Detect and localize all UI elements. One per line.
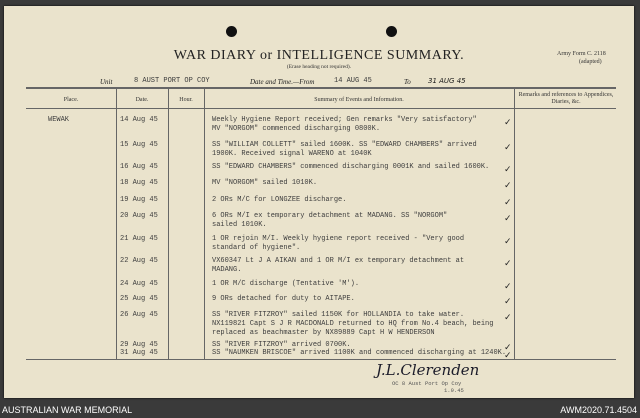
column-header-date: Date. (135, 97, 149, 103)
row-summary-line: MV "NORGOM" sailed 1010K. (212, 179, 318, 187)
tick-mark-icon: ✓ (504, 198, 512, 208)
to-value: 31 AUG 45 (428, 77, 466, 85)
row-summary-line: SS "NAUMKEN BRISCOE" arrived 1100K and commenced discharging at 1240K. (212, 349, 507, 357)
stamp-date: 1.9.45 (444, 387, 464, 394)
row-summary-line: 1 OR rejoin M/I. Weekly hygiene report received - "Very good (212, 235, 465, 243)
row-date: 16 Aug 45 (120, 163, 158, 171)
row-summary-line: Weekly Hygiene Report received; Gen remarks "Very satisfactory" (212, 116, 477, 124)
signature-stamp (392, 380, 464, 394)
row-date: 22 Aug 45 (120, 257, 158, 265)
page-title: WAR DIARY or INTELLIGENCE SUMMARY. (173, 48, 465, 63)
row-date: 18 Aug 45 (120, 179, 158, 187)
row-date: 19 Aug 45 (120, 196, 158, 204)
army-form-label (557, 50, 606, 66)
stamp-text: OC 8 Aust Port Op Coy (392, 380, 462, 387)
row-date: 15 Aug 45 (120, 141, 158, 149)
page-subtitle: (Erase heading not required). (286, 64, 352, 70)
row-date: 25 Aug 45 (120, 295, 158, 303)
row-summary-line: MV "NORGOM" commenced discharging 0800K. (212, 125, 381, 133)
unit-label: Unit (100, 78, 113, 86)
column-header-remarks: Remarks and references to Appendices, Diaries, &c. (518, 92, 614, 105)
tick-mark-icon: ✓ (504, 343, 512, 353)
row-summary-line: 2 ORs M/C for LONGZEE discharge. (212, 196, 347, 204)
footer-institution: AUSTRALIAN WAR MEMORIAL (2, 405, 133, 415)
column-header-place: Place. (63, 97, 79, 103)
row-date: 31 Aug 45 (120, 349, 158, 357)
row-summary-line: 1900K. Received signal WARENO at 1040K (212, 150, 372, 158)
row-summary-line: SS "RIVER FITZROY" arrived 0700K. (212, 341, 351, 349)
tick-mark-icon: ✓ (504, 313, 512, 323)
row-summary-line: SS "EDWARD CHAMBERS" commenced discharging 0001K and sailed 1600K. (212, 163, 490, 171)
row-summary-line: NX119821 Capt S J R MACDONALD returned to HQ from No.4 beach, being (212, 320, 494, 328)
tick-mark-icon: ✓ (504, 237, 512, 247)
row-summary-line: 9 ORs detached for duty to AITAPE. (212, 295, 355, 303)
tick-mark-icon: ✓ (504, 351, 512, 361)
row-summary-line: SS "RIVER FITZROY" sailed 1150K for HOLLANDIA to take water. (212, 311, 465, 319)
row-summary-line: standard of hygiene". (212, 244, 301, 252)
column-header-summary: Summary of Events and Information. (314, 97, 404, 103)
to-label: To (404, 78, 411, 86)
row-date: 21 Aug 45 (120, 235, 158, 243)
punch-hole-left (226, 26, 237, 37)
row-summary-line: 1 OR M/C discharge (Tentative 'M'). (212, 280, 360, 288)
tick-mark-icon: ✓ (504, 259, 512, 269)
tick-mark-icon: ✓ (504, 282, 512, 292)
date-label: Date and Time.—From (250, 78, 315, 86)
row-summary-line: 6 ORs M/I ex temporary detachment at MADANG. SS "NORGOM" (212, 212, 448, 220)
footer-accession-number: AWM2020.71.4504 (560, 405, 637, 415)
tick-mark-icon: ✓ (504, 165, 512, 175)
row-date: 14 Aug 45 (120, 116, 158, 124)
punch-hole-right (386, 26, 397, 37)
tick-mark-icon: ✓ (504, 297, 512, 307)
signature: J.L.Clerenden (376, 361, 480, 379)
tick-mark-icon: ✓ (504, 143, 512, 153)
tick-mark-icon: ✓ (504, 214, 512, 224)
column-header-hour: Hour. (179, 97, 193, 103)
row-date: 29 Aug 45 (120, 341, 158, 349)
row-summary-line: VX60347 Lt J A AIKAN and 1 OR M/I ex temporary detachment at (212, 257, 465, 265)
row-summary-line: MADANG. (212, 266, 242, 274)
tick-mark-icon: ✓ (504, 118, 512, 128)
unit-value: 8 AUST PORT OP COY (134, 77, 210, 85)
form-note: (adapted) (579, 59, 602, 65)
form-number: Army Form C. 2118 (557, 51, 606, 57)
row-summary-line: replaced as beachmaster by NX89889 Capt H W HENDERSON (212, 329, 435, 337)
from-value: 14 AUG 45 (334, 77, 372, 85)
row-place: WEWAK (48, 116, 70, 124)
row-date: 26 Aug 45 (120, 311, 158, 319)
row-summary-line: sailed 1010K. (212, 221, 267, 229)
row-date: 24 Aug 45 (120, 280, 158, 288)
row-summary-line: SS "WILLIAM COLLETT" sailed 1600K. SS "EDWARD CHAMBERS" arrived (212, 141, 477, 149)
tick-mark-icon: ✓ (504, 181, 512, 191)
row-date: 20 Aug 45 (120, 212, 158, 220)
